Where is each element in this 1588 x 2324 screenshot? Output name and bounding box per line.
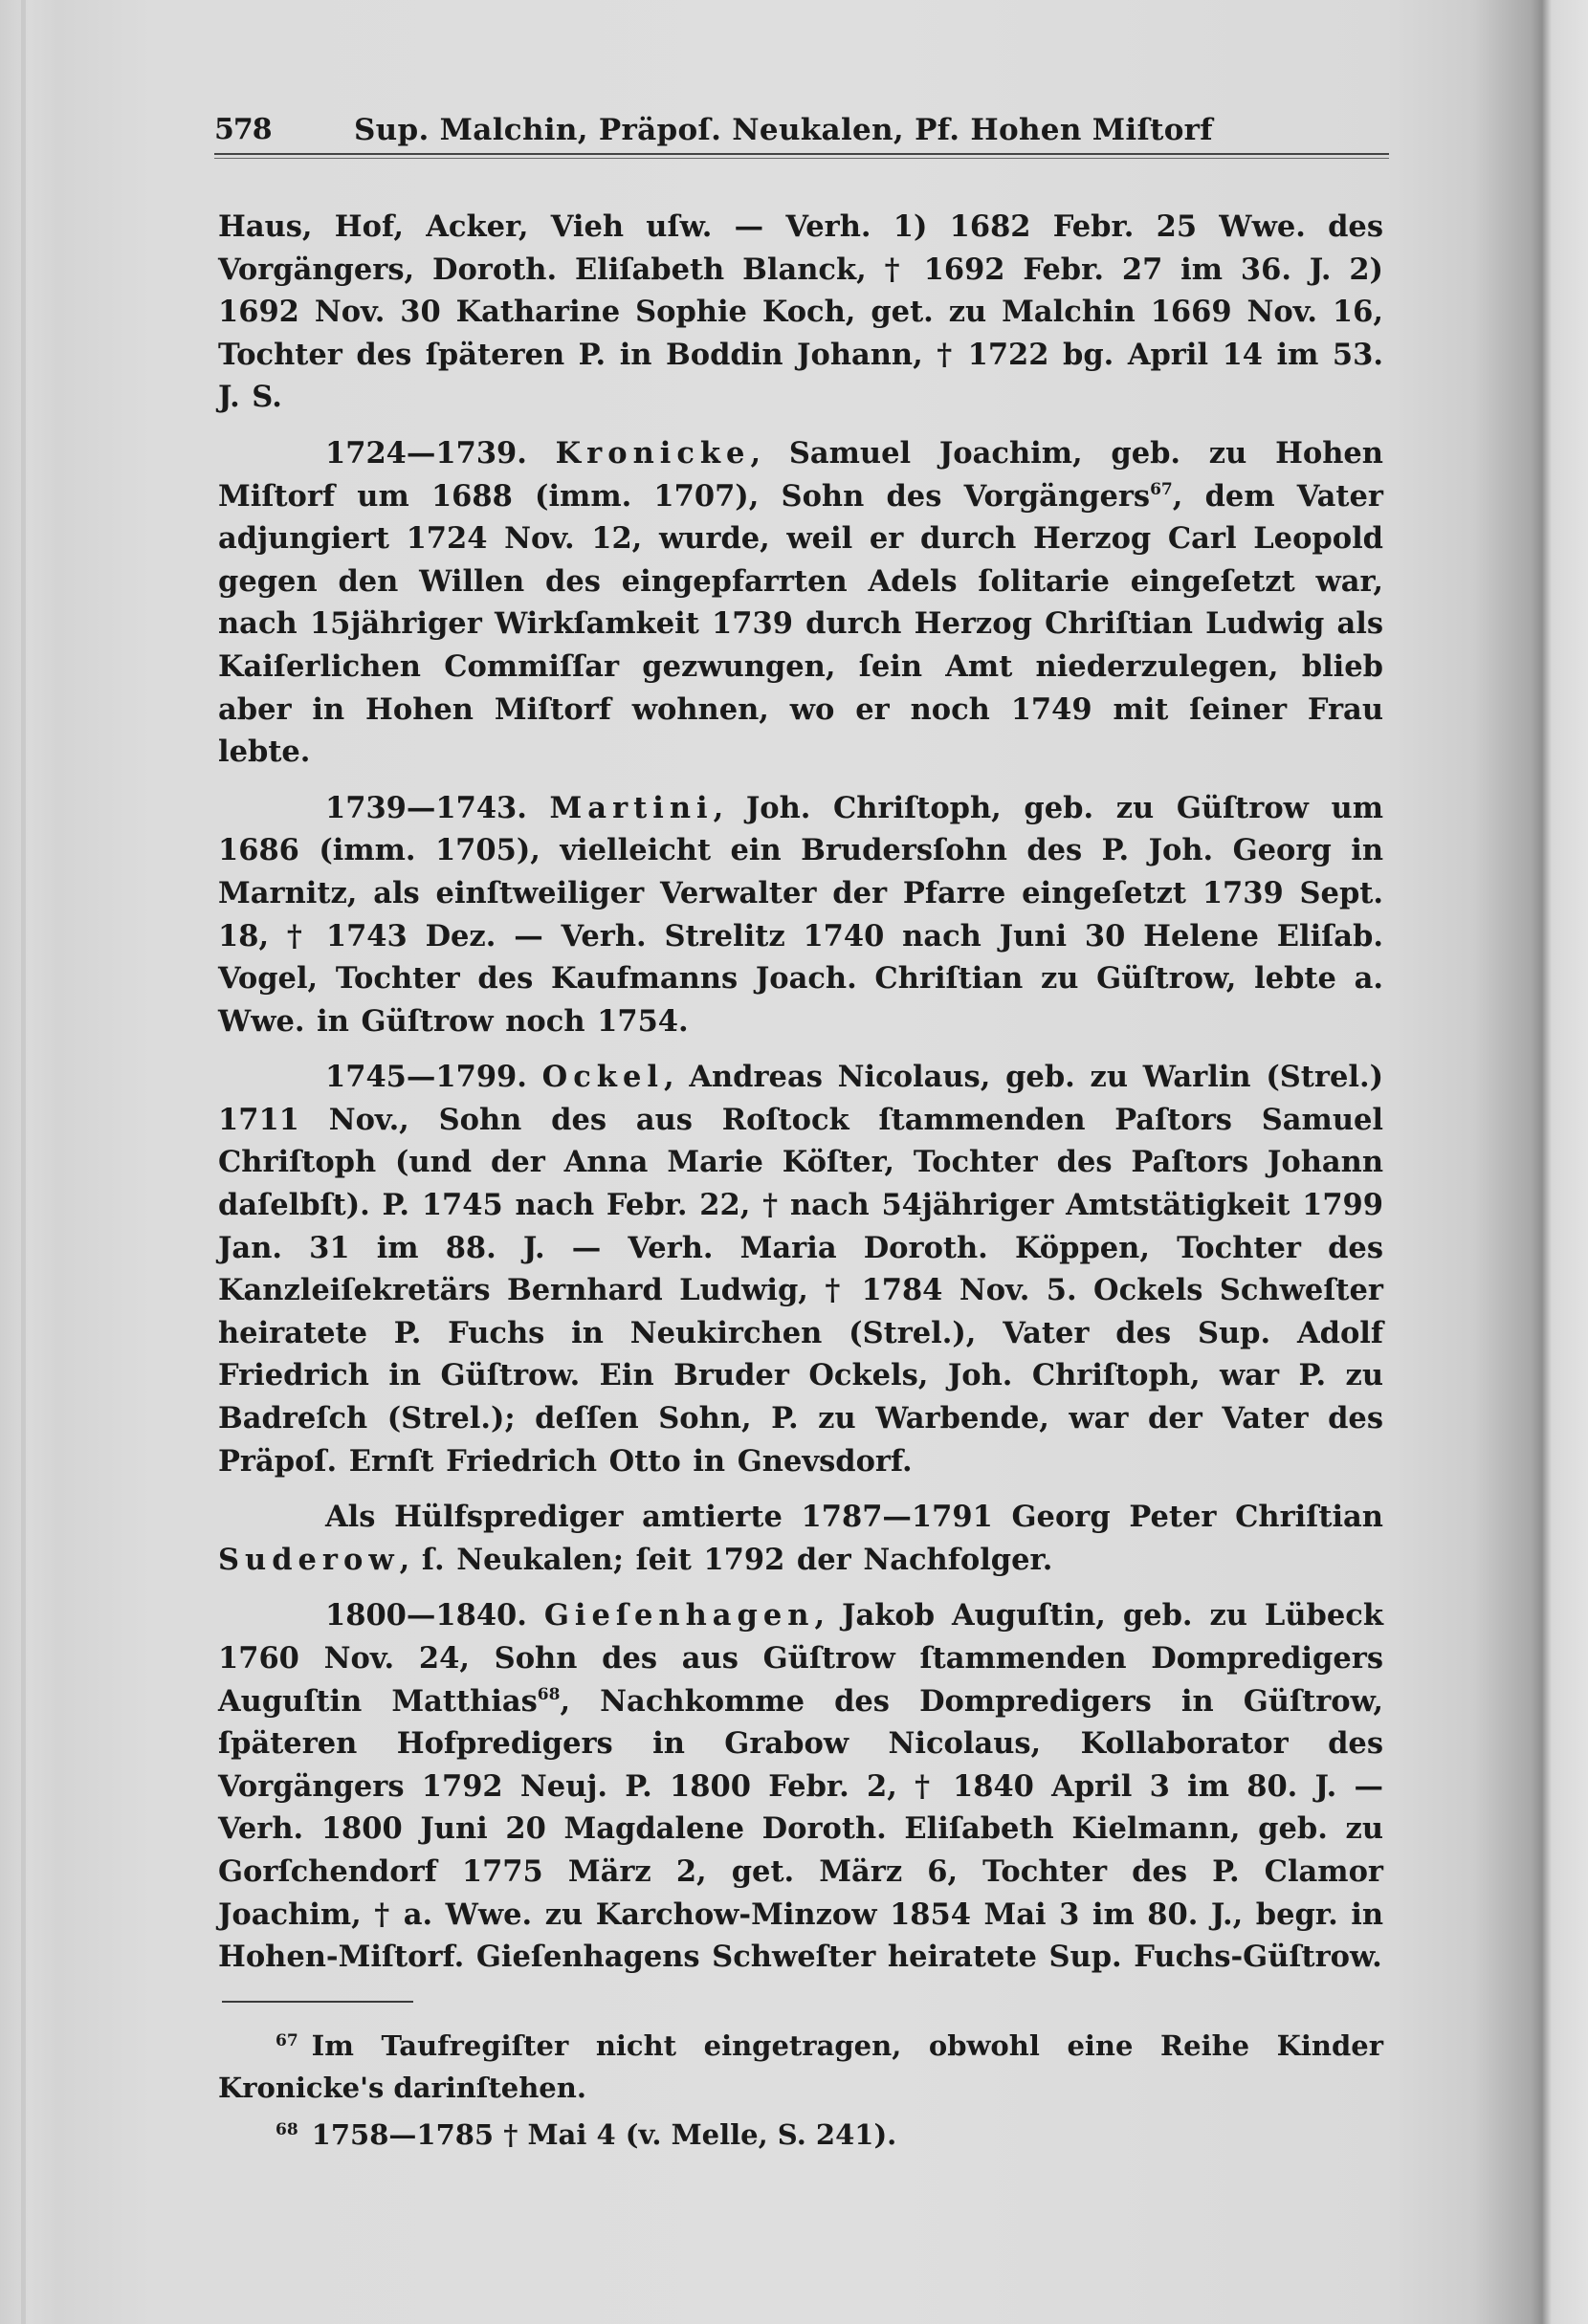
entry-text-cont: , dem Vater adjungiert 1724 Nov. 12, wurde, weil er durch Herzog Carl Leopold gegen den Willen des eingepfarrten Adels ſolitarie eingeſetzt war, nach 15jähriger Wirkſamkeit 1739 durch Herzog Chriſtian Ludwig als Kaiſerlichen Commiſſar gezwungen, ſein Amt niederzulegen, blieb aber in Hohen Miſtorf wohnen, wo er noch 1749 mit ſeiner Frau lebte. [218, 478, 1383, 770]
footnote-68 [218, 2109, 1383, 2156]
entry-name: Kronicke [555, 435, 751, 471]
footnote-mark: 67 [276, 2031, 298, 2050]
entry-giesenhagen [218, 1594, 1383, 1978]
entry-martini [218, 787, 1383, 1043]
entry-name: Suderow [218, 1542, 400, 1577]
entry-suderow [218, 1496, 1383, 1581]
entry-kronicke [218, 432, 1383, 774]
entry-years: 1739—1743. [325, 790, 527, 825]
footnote-67 [218, 2020, 1383, 2109]
entry-text: , Joh. Chriſtoph, geb. zu Güſtrow um 1686 (imm. 1705), vielleicht ein Brudersſohn des P. Joh. Georg in Marnitz, als einſtweiliger Verwalter der Pfarre eingeſetzt 1739 Sept. 18, † 1743 Dez. — Verh. Strelitz 1740 nach Juni 30 Helene Eliſab. Vogel, Tochter des Kaufmanns Joach. Chriſtian zu Güſtrow, lebte a. Wwe. in Güſtrow noch 1754. [218, 790, 1384, 1039]
footnote-mark: 68 [276, 2120, 298, 2139]
footnotes [218, 2020, 1383, 2156]
entry-text: , Jakob Auguſtin, geb. zu Lübeck 1760 Nov. 24, Sohn des aus Güſtrow ſtammenden Dompredigers Auguſtin Matthias [218, 1598, 1383, 1719]
entry-text-before: Als Hülfsprediger amtierte 1787—1791 Georg Peter Chriſtian [325, 1500, 1383, 1535]
footnote-rule [222, 2001, 413, 2003]
paragraph-text: Haus, Hof, Acker, Vieh uſw. — Verh. 1) 1682 Febr. 25 Wwe. des Vorgängers, Doroth. Eliſabeth Blanck, † 1692 Febr. 27 im 36. J. 2) 1692 Nov. 30 Katharine Sophie Koch, get. zu Malchin 1669 Nov. 16, Tochter des ſpäteren P. in Boddin Johann, † 1722 bg. April 14 im 53. J. S. [218, 209, 1383, 415]
entry-years: 1724—1739. [325, 435, 527, 471]
footnote-text: 1758—1785 † Mai 4 (v. Melle, S. 241). [311, 2118, 897, 2151]
paragraph-continuation [218, 206, 1383, 419]
footnote-ref[interactable]: 67 [1150, 479, 1173, 499]
entry-text: , ſ. Neukalen; ſeit 1792 der Nachfolger. [399, 1542, 1053, 1577]
entry-name: Gieſenhagen [543, 1598, 815, 1633]
header-rule [214, 153, 1389, 159]
entry-name: Ockel [541, 1060, 664, 1095]
entry-years: 1745—1799. [325, 1060, 527, 1095]
entry-text: , Andreas Nicolaus, geb. zu Warlin (Strel.) 1711 Nov., Sohn des aus Roſtock ſtammenden Paſtors Samuel Chriſtoph (und der Anna Marie Köſter, Tochter des Paſtors Johann daſelbſt). P. 1745 nach Febr. 22, † nach 54jähriger Amtstätigkeit 1799 Jan. 31 im 88. J. — Verh. Maria Doroth. Köppen, Tochter des Kanzleiſekretärs Bernhard Ludwig, † 1784 Nov. 5. Ockels Schweſter heiratete P. Fuchs in Neukirchen (Strel.), Vater des Sup. Adolf Friedrich in Güſtrow. Ein Bruder Ockels, Joh. Chriſtoph, war P. zu Badreſch (Strel.); deſſen Sohn, P. zu Warbende, war der Vater des Präpoſ. Ernſt Friedrich Otto in Gnevsdorf. [218, 1060, 1383, 1479]
running-header [214, 113, 1387, 151]
body-text [218, 206, 1383, 1979]
entry-text: , Samuel Joachim, geb. zu Hohen Miſtorf um 1688 (imm. 1707), Sohn des Vorgängers [218, 435, 1383, 514]
entry-ockel [218, 1056, 1383, 1482]
entry-text-cont: , Nachkomme des Dompredigers in Güſtrow, ſpäteren Hofpredigers in Grabow Nicolaus, Kollaborator des Vorgängers 1792 Neuj. P. 1800 Febr. 2, † 1840 April 3 im 80. J. — Verh. 1800 Juni 20 Magdalene Doroth. Eliſabeth Kielmann, geb. zu Gorſchendorf 1775 März 2, get. März 6, Tochter des P. Clamor Joachim, † a. Wwe. zu Karchow-Minzow 1854 Mai 3 im 80. J., begr. in Hohen-Miſtorf. Gieſenhagens Schweſter heiratete Sup. Fuchs-Güſtrow. [218, 1683, 1383, 1975]
footnote-ref[interactable]: 68 [537, 1684, 561, 1704]
entry-name: Martini [549, 790, 714, 825]
page-number: 578 [214, 113, 272, 146]
running-head-title: Sup. Malchin, Präpoſ. Neukalen, Pf. Hohen Miſtorf [354, 113, 1213, 147]
entry-years: 1800—1840. [325, 1598, 527, 1633]
footnote-text: Im Taufregiſter nicht eingetragen, obwohl eine Reihe Kinder Kronicke's darinſtehen. [218, 2029, 1383, 2104]
